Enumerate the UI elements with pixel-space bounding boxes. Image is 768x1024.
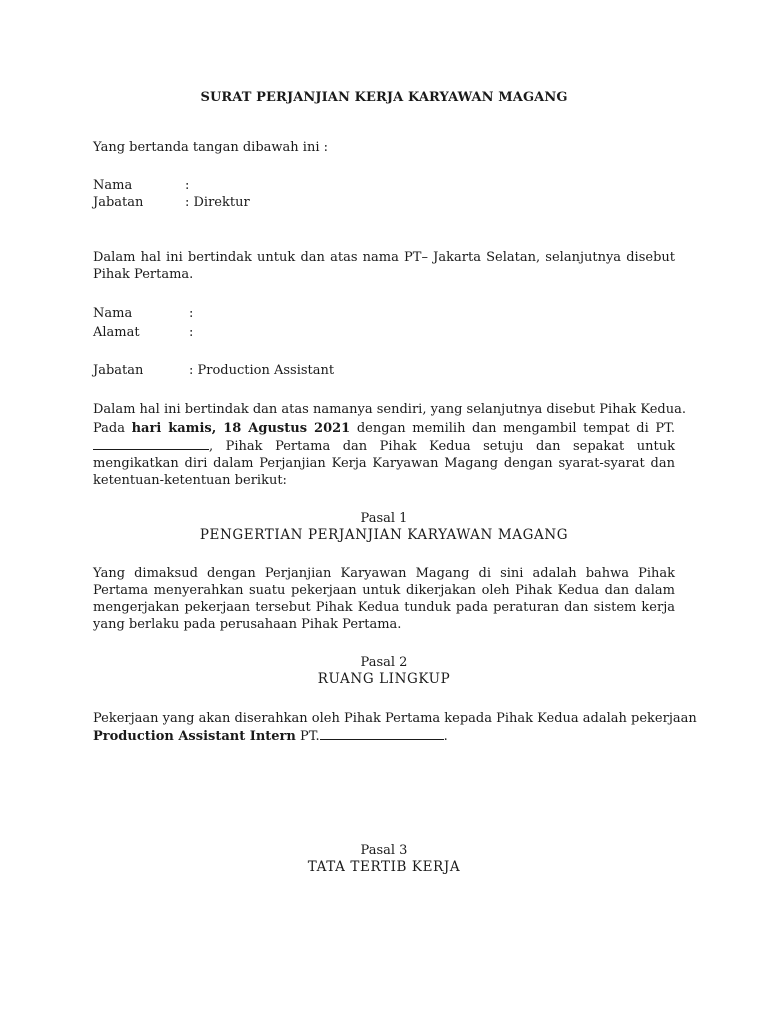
intro-text: Yang bertanda tangan dibawah ini : — [93, 140, 328, 155]
agreement-rest: , Pihak Pertama dan Pihak Kedua setuju dan sepakat untuk mengikatkan diri dalam Perjanjian Kerja Karyawan Magang dengan syarat-syarat dan ketentuan-ketentuan berikut: — [93, 439, 675, 488]
second-party-position-value: : Production Assistant — [189, 363, 335, 378]
pasal1-heading: PENGERTIAN PERJANJIAN KARYAWAN MAGANG — [199, 527, 569, 543]
pasal2-number: Pasal 2 — [360, 655, 408, 670]
second-party-address-value: : — [189, 325, 194, 340]
pasal1-number: Pasal 1 — [360, 511, 408, 526]
place-blank-line — [93, 437, 209, 450]
second-party-address-label: Alamat — [93, 325, 140, 340]
second-party-statement: Dalam hal ini bertindak dan atas namanya sendiri, yang selanjutnya disebut Pihak Kedua. — [93, 402, 686, 417]
pasal2-role-line — [93, 727, 448, 745]
pasal2-role-suffix: PT. — [295, 729, 320, 744]
first-party-name-value: : — [185, 178, 190, 193]
pasal3-heading: TATA TERTIB KERJA — [307, 859, 461, 875]
agreement-paragraph — [93, 420, 675, 489]
pasal2-end: . — [443, 729, 448, 744]
second-party-name-value: : — [189, 306, 194, 321]
agreement-date: hari kamis, 18 Agustus 2021 — [131, 421, 351, 436]
first-party-position-value: : Direktur — [185, 195, 250, 210]
first-party-position-label: Jabatan — [93, 195, 144, 210]
pasal2-body-lead: Pekerjaan yang akan diserahkan oleh Pihak Pertama kepada Pihak Kedua adalah pekerjaan — [93, 711, 697, 726]
pasal2-heading: RUANG LINGKUP — [317, 671, 451, 687]
first-party-statement: Dalam hal ini bertindak untuk dan atas nama PT– Jakarta Selatan, selanjutnya disebut Pihak Pertama. — [93, 250, 675, 282]
second-party-name-label: Nama — [93, 306, 133, 321]
pasal3-number: Pasal 3 — [360, 843, 408, 858]
agreement-mid: dengan memilih dan mengambil tempat di PT. — [350, 421, 675, 436]
document-title: SURAT PERJANJIAN KERJA KARYAWAN MAGANG — [200, 90, 568, 105]
agreement-lead: Pada — [93, 421, 132, 436]
company-blank-line — [320, 727, 444, 740]
pasal1-body: Yang dimaksud dengan Perjanjian Karyawan Magang di sini adalah bahwa Pihak Pertama menyerahkan suatu pekerjaan untuk dikerjakan oleh Pihak Kedua dan dalam mengerjakan pekerjaan tersebut Pihak Kedua tunduk pada peraturan dan sistem kerja yang berlaku pada perusahaan Pihak Pertama. — [93, 566, 675, 632]
second-party-position-label: Jabatan — [93, 363, 144, 378]
first-party-name-label: Nama — [93, 178, 133, 193]
pasal2-role: Production Assistant Intern — [93, 729, 296, 744]
